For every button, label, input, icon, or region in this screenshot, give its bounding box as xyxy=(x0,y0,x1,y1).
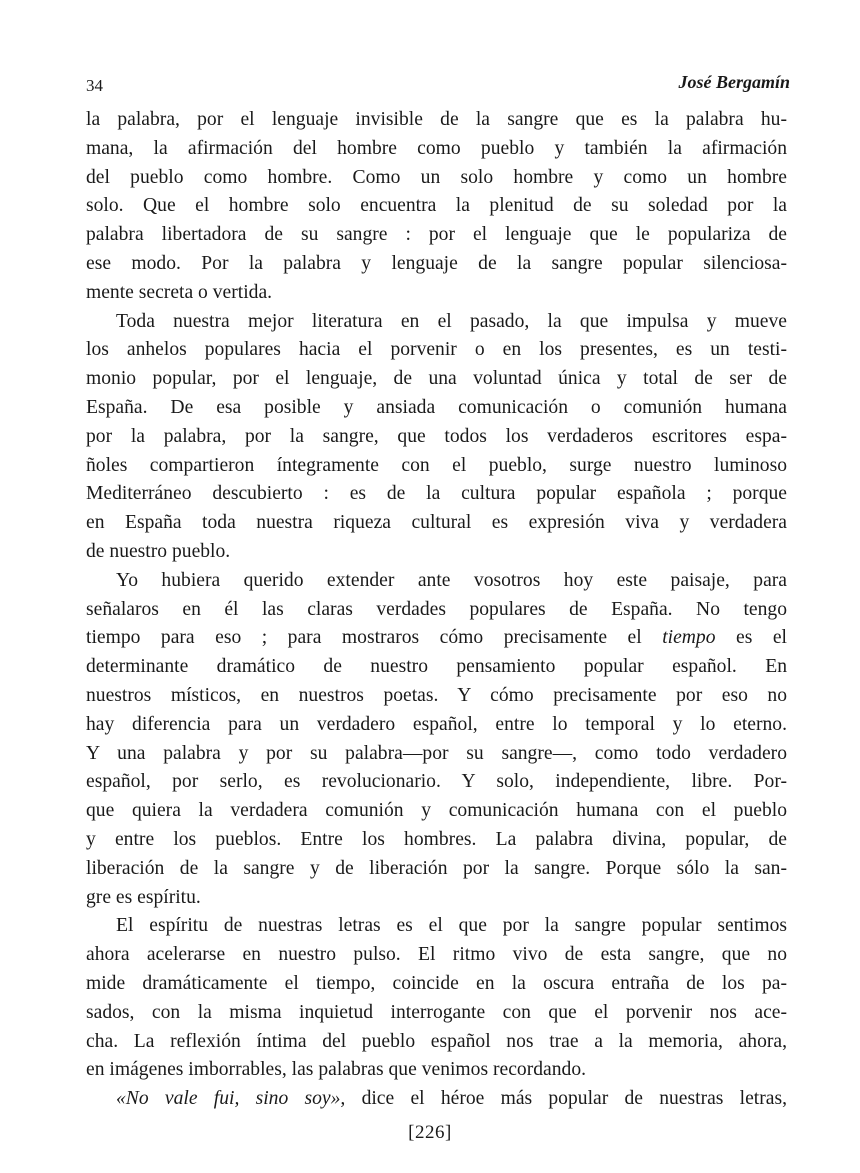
text-segment: dice el héroe más popular de nuestras letras, xyxy=(345,1088,787,1110)
text-line: Yo hubiera querido extender ante vosotros hoy este paisaje, para xyxy=(116,569,787,591)
text-line: hay diferencia para un verdadero español, entre lo temporal y lo eterno. xyxy=(86,713,787,735)
text-line: los anhelos populares hacia el porvenir o en los presentes, es un testi- xyxy=(86,339,787,361)
text-line: Toda nuestra mejor literatura en el pasado, la que impulsa y mueve xyxy=(116,310,787,332)
text-line: Y una palabra y por su palabra—por su sangre—, como todo verdadero xyxy=(86,742,787,764)
text-line: la palabra, por el lenguaje invisible de la sangre que es la palabra hu- xyxy=(86,109,787,130)
text-line: mana, la afirmación del hombre como pueblo y también la afirmación xyxy=(86,137,787,159)
running-head xyxy=(86,72,790,98)
quoted-phrase: «No vale fui, sino soy», xyxy=(116,1088,346,1110)
paragraph-4 xyxy=(86,912,787,1085)
text-line: ese modo. Por la palabra y lenguaje de la sangre popular silenciosa- xyxy=(86,252,787,274)
text-line: palabra libertadora de su sangre : por el lenguaje que le populariza de xyxy=(86,224,787,246)
body-text xyxy=(86,106,787,1114)
text-line: que quiera la verdadera comunión y comunicación humana con el pueblo xyxy=(86,800,787,822)
text-line: señalaros en él las claras verdades populares de España. No tengo xyxy=(86,598,787,620)
text-line: ñoles compartieron íntegramente con el pueblo, surge nuestro luminoso xyxy=(86,454,787,476)
text-line: por la palabra, por la sangre, que todos los verdaderos escritores espa- xyxy=(86,425,787,447)
running-title: José Bergamín xyxy=(678,72,790,92)
paragraph-1 xyxy=(86,106,787,308)
page-number: 34 xyxy=(86,76,103,95)
text-line: gre es espíritu. xyxy=(86,886,201,908)
text-line: Mediterráneo descubierto : es de la cultura popular española ; porque xyxy=(86,483,787,505)
text-line: solo. Que el hombre solo encuentra la plenitud de su soledad por la xyxy=(86,195,787,217)
text-line: sados, con la misma inquietud interrogante con que el porvenir nos ace- xyxy=(86,1001,787,1023)
paragraph-5 xyxy=(86,1085,787,1114)
text-line: en España toda nuestra riqueza cultural es expresión viva y verdadera xyxy=(86,512,787,534)
text-line: ahora acelerarse en nuestro pulso. El ritmo vivo de esta sangre, que no xyxy=(86,944,787,966)
paragraph-2 xyxy=(86,308,787,567)
text-segment: es el xyxy=(715,627,787,649)
text-line: liberación de la sangre y de liberación por la sangre. Porque sólo la san- xyxy=(86,857,787,879)
text-line: monio popular, por el lenguaje, de una voluntad única y total de ser de xyxy=(86,368,787,390)
text-line-with-quote xyxy=(86,1085,787,1114)
text-line: del pueblo como hombre. Como un solo hombre y como un hombre xyxy=(86,166,787,188)
text-line: El espíritu de nuestras letras es el que por la sangre popular sentimos xyxy=(116,915,787,937)
text-line: y entre los pueblos. Entre los hombres. La palabra divina, popular, de xyxy=(86,828,787,850)
text-line: España. De esa posible y ansiada comunicación o comunión humana xyxy=(86,396,787,418)
text-line: español, por serlo, es revolucionario. Y solo, independiente, libre. Por- xyxy=(86,771,787,793)
text-line: determinante dramático de nuestro pensamiento popular español. En xyxy=(86,656,787,678)
text-line: en imágenes imborrables, las palabras que venimos recordando. xyxy=(86,1059,587,1081)
text-line-with-emphasis xyxy=(86,624,787,653)
text-line: nuestros místicos, en nuestros poetas. Y cómo precisamente por eso no xyxy=(86,684,787,706)
paragraph-3 xyxy=(86,567,787,913)
text-segment: tiempo para eso ; para mostraros cómo precisamente el xyxy=(86,627,663,649)
text-line: cha. La reflexión íntima del pueblo español nos trae a la memoria, ahora, xyxy=(86,1030,787,1052)
text-line: de nuestro pueblo. xyxy=(86,540,231,562)
text-line: mente secreta o vertida. xyxy=(86,281,273,303)
folio-number: [226] xyxy=(408,1122,452,1143)
emphasized-word: tiempo xyxy=(662,627,716,649)
text-line: mide dramáticamente el tiempo, coincide en la oscura entraña de los pa- xyxy=(86,972,787,994)
